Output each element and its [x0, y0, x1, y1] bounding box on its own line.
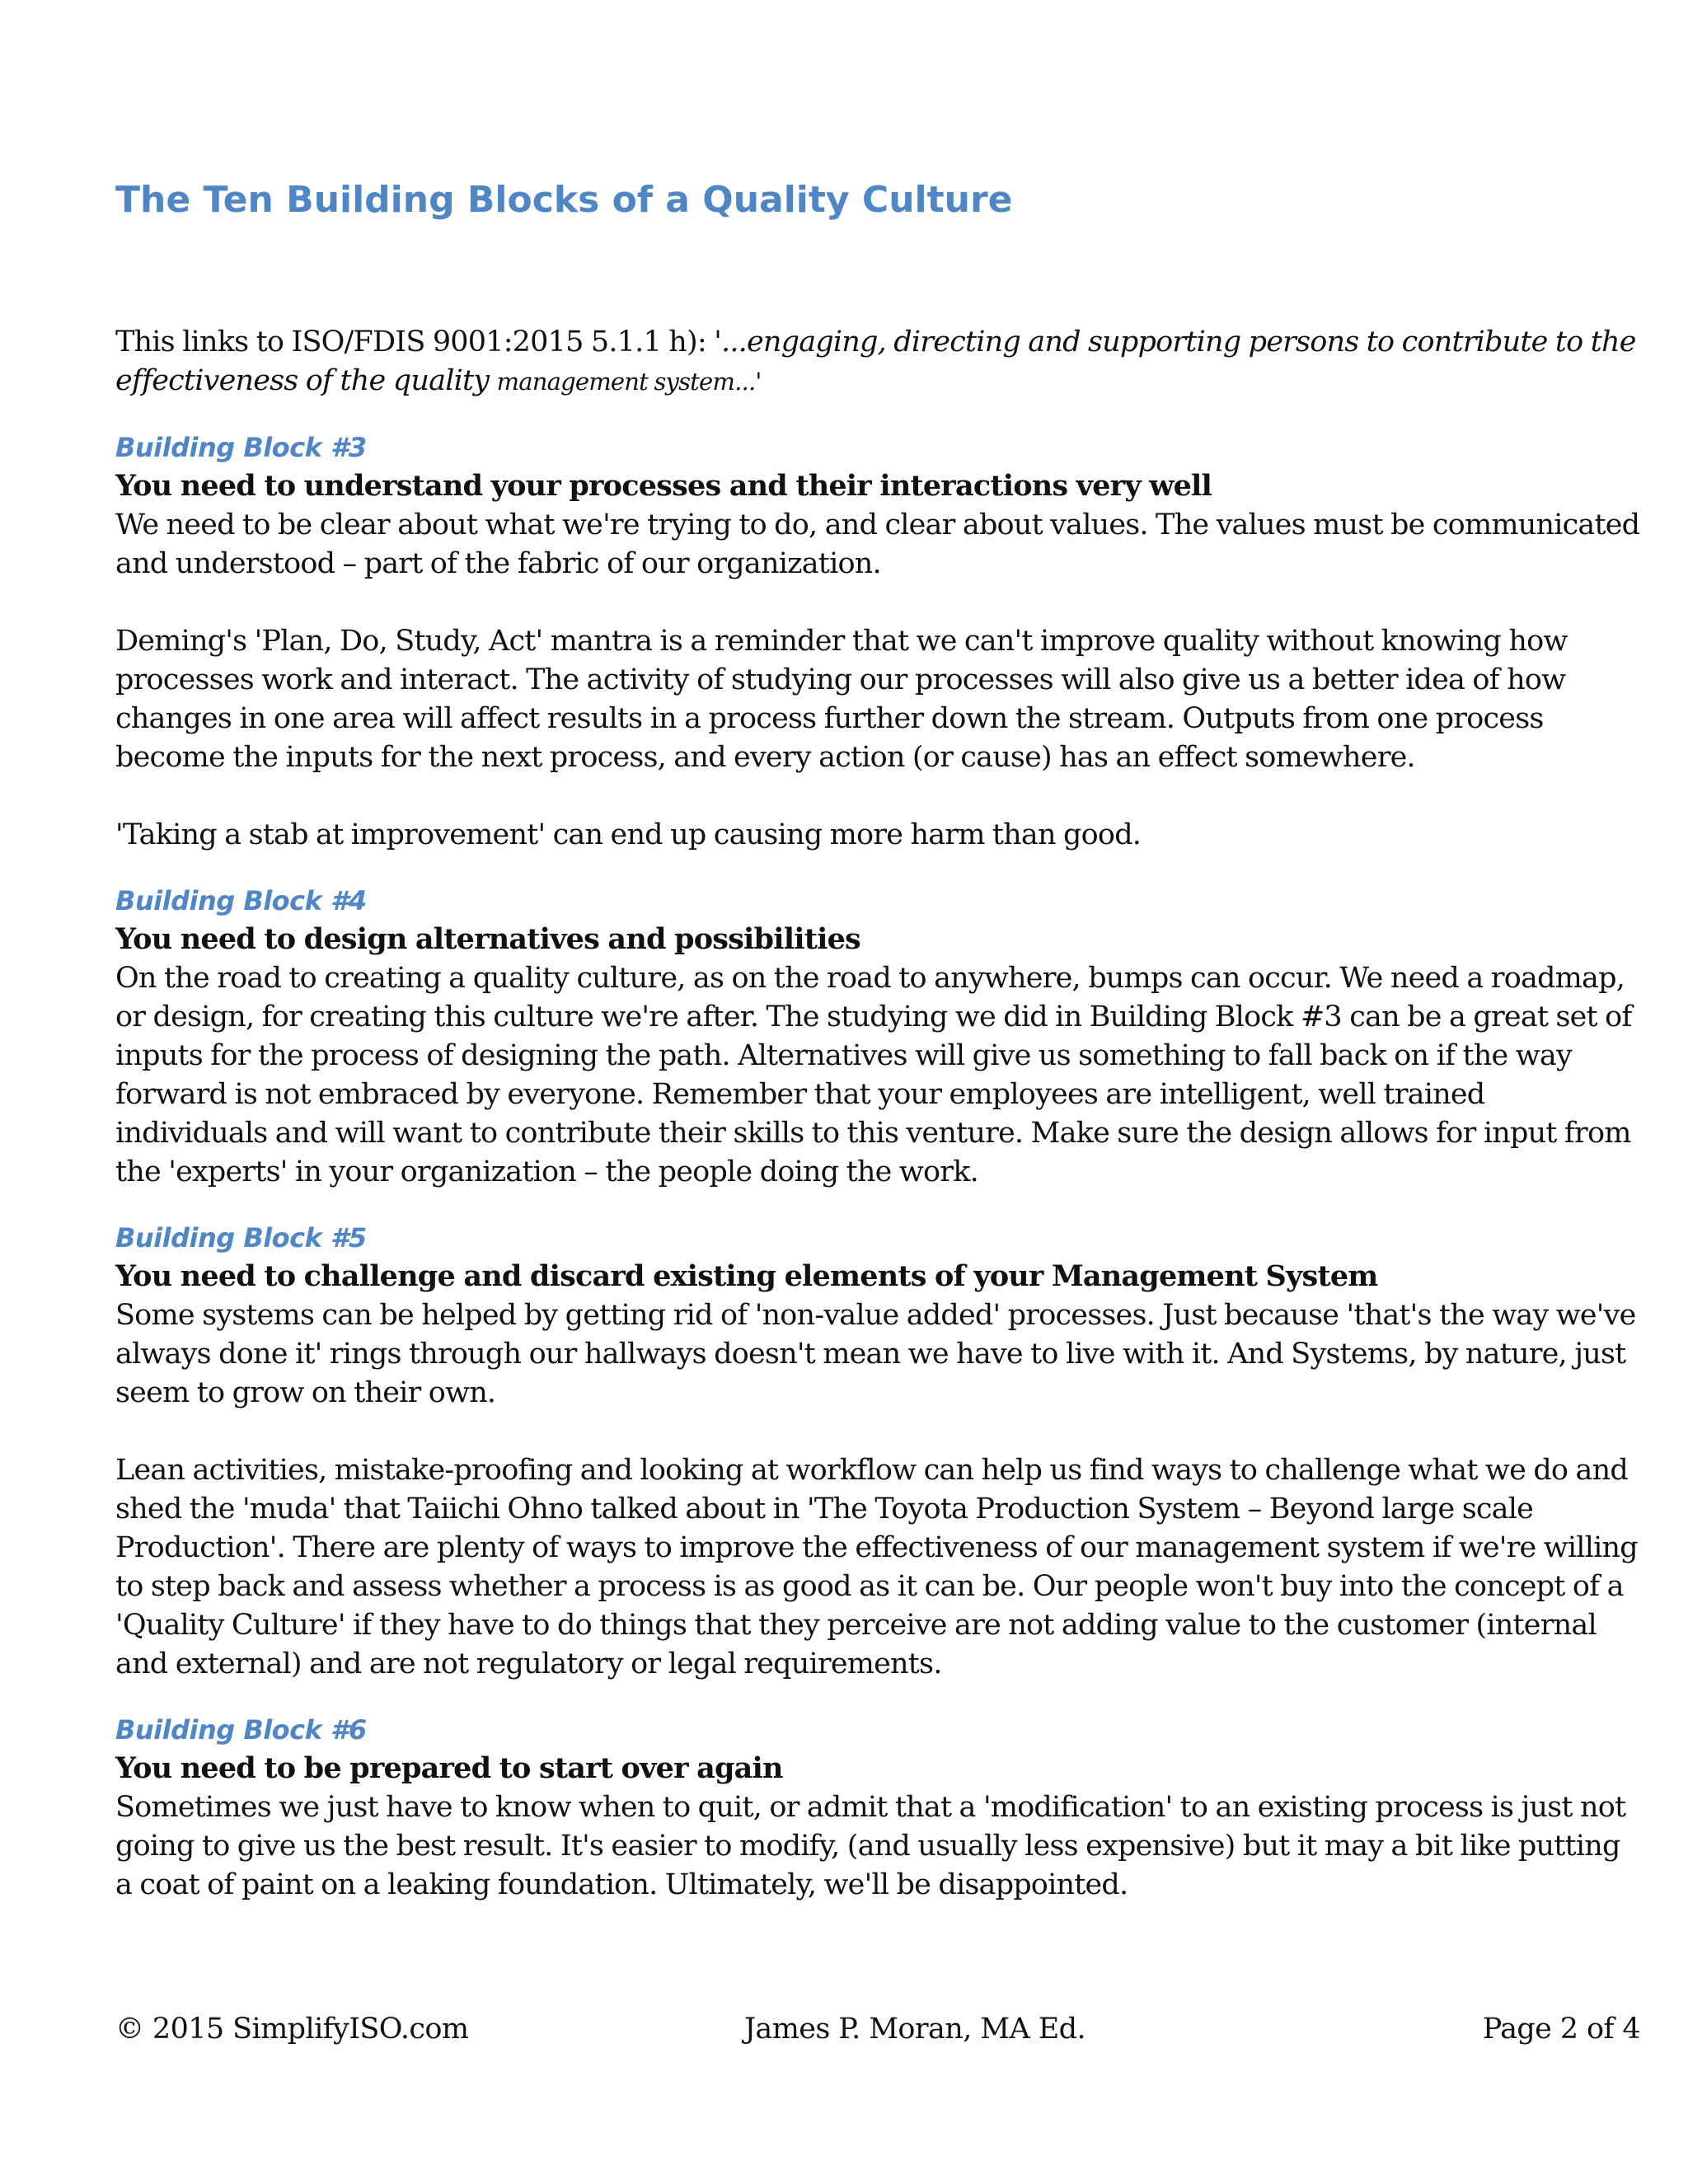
intro-quote-end: management system...': [496, 368, 762, 396]
building-block-4: [115, 882, 1640, 1192]
block-paragraph: Some systems can be helped by getting rid of 'non-value added' processes. Just because 'that's the way we've always done it' rings through our hallways doesn't mean we have to live with it. And Systems, by nature, just seem to grow on their own.: [115, 1299, 1636, 1409]
block-heading: You need to understand your processes and their interactions very well: [115, 469, 1212, 503]
intro-lead: This links to ISO/FDIS 9001:2015 5.1.1 h):: [115, 326, 715, 359]
block-label: Building Block #3: [115, 432, 367, 463]
block-label: Building Block #5: [115, 1222, 367, 1254]
building-block-5: [115, 1219, 1640, 1684]
intro-quote: '...engaging, directing and supporting persons to contribute to the effectiveness of the quality: [115, 326, 1636, 397]
footer-copyright: © 2015 SimplifyISO.com: [115, 2013, 469, 2046]
block-paragraph: Lean activities, mistake-proofing and looking at workflow can help us find ways to challenge what we do and shed the 'muda' that Taiichi Ohno talked about in 'The Toyota Production System – Beyond large scale Production'. There are plenty of ways to improve the effectiveness of our management system if we're willing to step back and assess whether a process is as good as it can be. Our people won't buy into the concept of a 'Quality Culture' if they have to do things that they perceive are not adding value to the customer (internal and external) and are not regulatory or legal requirements.: [115, 1454, 1638, 1680]
block-heading: You need to challenge and discard existing elements of your Management System: [115, 1259, 1378, 1293]
footer-author: James P. Moran, MA Ed.: [744, 2013, 1086, 2046]
footer-page-number: Page 2 of 4: [1482, 2013, 1640, 2046]
block-label: Building Block #6: [115, 1714, 367, 1746]
block-label: Building Block #4: [115, 885, 367, 916]
block-heading: You need to be prepared to start over again: [115, 1751, 783, 1785]
building-block-3: [115, 429, 1640, 855]
document-body: [115, 323, 1640, 1905]
block-paragraph: 'Taking a stab at improvement' can end up causing more harm than good.: [115, 818, 1142, 851]
building-block-6: [115, 1711, 1640, 1905]
block-paragraph: We need to be clear about what we're trying to do, and clear about values. The values must be communicated and understood – part of the fabric of our organization.: [115, 509, 1640, 580]
intro-paragraph: [115, 323, 1640, 401]
block-paragraph: Sometimes we just have to know when to quit, or admit that a 'modification' to an existing process is just not going to give us the best result. It's easier to modify, (and usually less expensive) but it may a bit like putting a coat of paint on a leaking foundation. Ultimately, we'll be disappointed.: [115, 1791, 1626, 1901]
page-title: The Ten Building Blocks of a Quality Culture: [115, 179, 1013, 221]
block-heading: You need to design alternatives and possibilities: [115, 922, 860, 956]
block-paragraph: On the road to creating a quality culture, as on the road to anywhere, bumps can occur. We need a roadmap, or design, for creating this culture we're after. The studying we did in Building Block #3 can be a great set of inputs for the process of designing the path. Alternatives will give us something to fall back on if the way forward is not embraced by everyone. Remember that your employees are intelligent, well trained individuals and will want to contribute their skills to this venture. Make sure the design allows for input from the 'experts' in your organization – the people doing the work.: [115, 962, 1632, 1188]
block-paragraph: Deming's 'Plan, Do, Study, Act' mantra is a reminder that we can't improve quality without knowing how processes work and interact. The activity of studying our processes will also give us a better idea of how changes in one area will affect results in a process further down the stream. Outputs from one process become the inputs for the next process, and every action (or cause) has an effect somewhere.: [115, 625, 1568, 774]
